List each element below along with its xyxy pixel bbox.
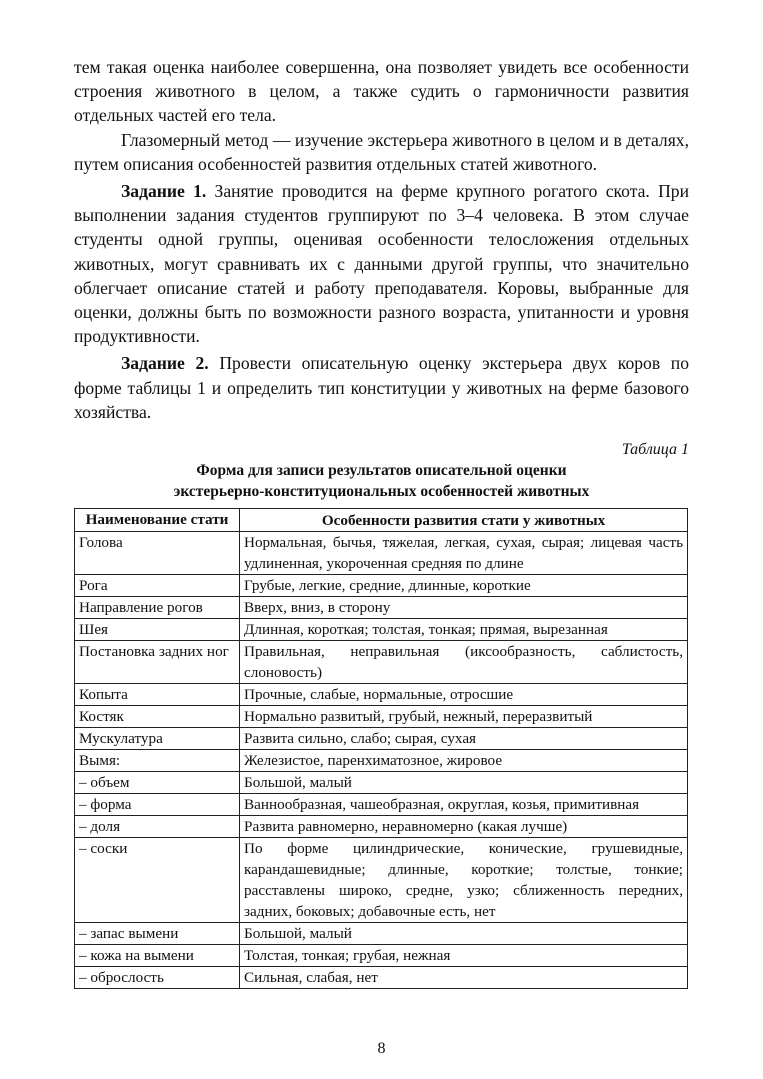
table-row — [75, 923, 688, 945]
table-title — [74, 460, 689, 502]
table-row — [75, 619, 688, 641]
row-feature-name: Направление рогов — [75, 597, 240, 619]
task-1-label: Задание 1. — [121, 181, 207, 202]
row-feature-description: Толстая, тонкая; грубая, нежная — [240, 945, 688, 967]
table-title-line-1: Форма для записи результатов описательной оценки — [196, 462, 567, 480]
row-feature-description: Нормальная, бычья, тяжелая, легкая, сухая, сырая; лицевая часть удлиненная, укороченная средняя по длине — [240, 532, 688, 575]
row-feature-description: Правильная, неправильная (иксообразность, саблистость, слоновость) — [240, 641, 688, 684]
row-feature-name: – запас вымени — [75, 923, 240, 945]
row-feature-name: Рога — [75, 575, 240, 597]
row-feature-name: Голова — [75, 532, 240, 575]
task-2-label: Задание 2. — [121, 353, 209, 374]
table-row — [75, 945, 688, 967]
row-feature-description: Сильная, слабая, нет — [240, 967, 688, 989]
row-feature-description: Железистое, паренхиматозное, жировое — [240, 750, 688, 772]
row-feature-name: – кожа на вымени — [75, 945, 240, 967]
table-row — [75, 967, 688, 989]
row-feature-description: Большой, малый — [240, 772, 688, 794]
row-feature-name: Вымя: — [75, 750, 240, 772]
task-2-text: Провести описательную оценку экстерьера двух коров по форме таблицы 1 и определить тип конституции у животных на ферме базового хозяйства. — [74, 353, 689, 422]
row-feature-description: Развита равномерно, неравномерно (какая лучше) — [240, 816, 688, 838]
table-row — [75, 794, 688, 816]
row-feature-description: Ваннообразная, чашеобразная, округлая, козья, примитивная — [240, 794, 688, 816]
page-number: 8 — [377, 1040, 386, 1057]
table-row — [75, 575, 688, 597]
row-feature-description: Грубые, легкие, средние, длинные, короткие — [240, 575, 688, 597]
row-feature-name: Шея — [75, 619, 240, 641]
row-feature-name: Костяк — [75, 706, 240, 728]
row-feature-description: Развита сильно, слабо; сырая, сухая — [240, 728, 688, 750]
header-feature-name: Наименование стати — [75, 509, 240, 532]
table-row — [75, 532, 688, 575]
row-feature-description: Большой, малый — [240, 923, 688, 945]
row-feature-name: – соски — [75, 838, 240, 923]
assessment-table — [74, 508, 688, 989]
row-feature-name: Мускулатура — [75, 728, 240, 750]
row-feature-description: Длинная, короткая; толстая, тонкая; прямая, вырезанная — [240, 619, 688, 641]
row-feature-description: Прочные, слабые, нормальные, отросшие — [240, 684, 688, 706]
row-feature-name: – оброслость — [75, 967, 240, 989]
paragraph-task-1 — [74, 179, 689, 348]
header-feature-description: Особенности развития стати у животных — [240, 509, 688, 532]
row-feature-description: По форме цилиндрические, конические, грушевидные, карандашевидные; длинные, короткие; толстые, тонкие; расставлены широко, средне, узко; сближенность передних, задних, боковых; добавочные есть, нет — [240, 838, 688, 923]
table-row — [75, 838, 688, 923]
row-feature-name: – форма — [75, 794, 240, 816]
row-feature-description: Нормально развитый, грубый, нежный, переразвитый — [240, 706, 688, 728]
row-feature-name: Постановка задних ног — [75, 641, 240, 684]
table-row — [75, 684, 688, 706]
table-row — [75, 750, 688, 772]
table-row — [75, 597, 688, 619]
row-feature-name: – объем — [75, 772, 240, 794]
table-label: Таблица 1 — [621, 441, 689, 459]
table-row — [75, 816, 688, 838]
paragraph-eye-method: Глазомерный метод — изучение экстерьера животного в целом и в деталях, путем описания особенностей развития отдельных статей животного. — [74, 129, 689, 174]
table-row — [75, 728, 688, 750]
task-1-text: Занятие проводится на ферме крупного рогатого скота. При выполнении задания студентов группируют по 3–4 человека. В этом случае студенты одной группы, оценивая особенности телосложения отдельных животных, могут сравнивать их с данными другой группы, что значительно облегчает описание статей и работу преподавателя. Коровы, выбранные для оценки, должны быть по возможности разного возраста, упитанности и уровня продуктивности. — [74, 181, 689, 347]
paragraph-intro: тем такая оценка наиболее совершенна, она позволяет увидеть все особенности строения животного в целом, а также судить о гармоничности развития отдельных частей его тела. — [74, 57, 689, 126]
table-row — [75, 772, 688, 794]
table-body — [75, 532, 688, 989]
paragraph-task-2 — [74, 351, 689, 424]
page-content — [74, 55, 689, 989]
table-header-row — [75, 509, 688, 532]
row-feature-description: Вверх, вниз, в сторону — [240, 597, 688, 619]
table-row — [75, 706, 688, 728]
table-title-line-2: экстерьерно-конституциональных особенностей животных — [173, 483, 590, 501]
row-feature-name: – доля — [75, 816, 240, 838]
table-row — [75, 641, 688, 684]
row-feature-name: Копыта — [75, 684, 240, 706]
